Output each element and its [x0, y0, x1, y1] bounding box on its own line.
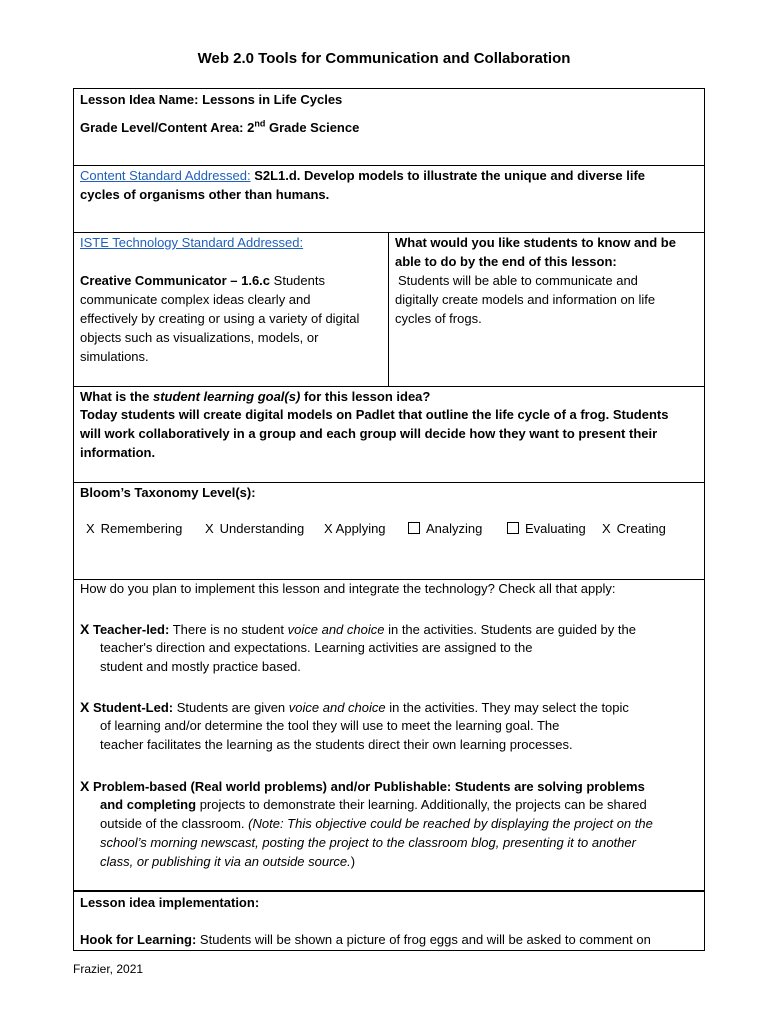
problem-based-line4: school’s morning newscast, posting the project to the classroom blog, presenting it to another	[100, 835, 636, 850]
check-x-mark: X	[80, 621, 90, 637]
check-x-mark: X	[86, 521, 95, 536]
lesson-name: Lesson Idea Name: Lessons in Life Cycles	[80, 92, 343, 107]
teacher-led-line1: X Teacher-led: There is no student voice and choice in the activities. Students are guided by the	[80, 621, 636, 637]
student-led-line2: of learning and/or determine the tool they will use to meet the learning goal. The	[100, 718, 560, 733]
check-x-mark: X	[324, 521, 333, 536]
iste-line3: effectively by creating or using a variety of digital	[80, 311, 360, 326]
learning-goal-question: What is the student learning goal(s) for this lesson idea?	[80, 389, 431, 404]
check-x-mark: X	[80, 699, 90, 715]
problem-based-line5: class, or publishing it via an outside source.)	[100, 854, 356, 869]
know-cell	[389, 233, 704, 386]
document-title: Web 2.0 Tools for Communication and Collaboration	[197, 50, 571, 67]
implementation-checklist-row	[74, 580, 704, 892]
iste-row	[74, 233, 704, 387]
check-x-mark: X	[205, 521, 214, 536]
iste-line5: simulations.	[80, 349, 149, 364]
iste-line2: communicate complex ideas clearly and	[80, 292, 311, 307]
bloom-analyzing[interactable]: Analyzing	[408, 521, 482, 536]
implementation-row	[74, 892, 704, 950]
blooms-row	[74, 483, 704, 580]
learning-goal-line2: will work collaboratively in a group and each group will decide how they want to present their	[80, 426, 658, 441]
know-answer-line2: digitally create models and information on life	[395, 292, 656, 307]
hook-for-learning: Hook for Learning: Students will be shown a picture of frog eggs and will be asked to comment on	[80, 932, 651, 947]
content-standard-line2: cycles of organisms other than humans.	[80, 187, 330, 202]
footer-author: Frazier, 2021	[73, 962, 144, 976]
know-answer-line3: cycles of frogs.	[395, 311, 482, 326]
know-question-line2: able to do by the end of this lesson:	[395, 254, 617, 269]
learning-goal-line3: information.	[80, 445, 156, 460]
implementation-label: Lesson idea implementation:	[80, 895, 260, 910]
bloom-applying[interactable]: X Applying	[324, 521, 386, 536]
blooms-label: Bloom’s Taxonomy Level(s):	[80, 485, 256, 500]
student-led-line1: X Student-Led: Students are given voice and choice in the activities. They may select the topic	[80, 699, 629, 715]
bloom-creating[interactable]: X Creating	[602, 521, 666, 536]
know-answer-line1: Students will be able to communicate and	[398, 273, 638, 288]
problem-based-line3: outside of the classroom. (Note: This objective could be reached by displaying the project on the	[100, 816, 653, 831]
iste-cell	[74, 233, 389, 386]
bloom-understanding[interactable]: X Understanding	[205, 521, 305, 536]
empty-checkbox-icon	[408, 522, 420, 534]
grade-level: Grade Level/Content Area: 2nd Grade Science	[80, 118, 360, 135]
iste-line4: objects such as visualizations, models, or	[80, 330, 319, 345]
content-standard-link[interactable]: Content Standard Addressed:	[80, 168, 251, 183]
problem-based-line1: X Problem-based (Real world problems) and/or Publishable: Students are solving problems	[80, 778, 645, 794]
learning-goal-row	[74, 387, 704, 483]
bloom-evaluating[interactable]: Evaluating	[507, 521, 586, 536]
content-standard-line1: Content Standard Addressed: S2L1.d. Develop models to illustrate the unique and diverse life	[80, 168, 645, 183]
problem-based-line2: and completing projects to demonstrate their learning. Additionally, the projects can be shared	[100, 797, 647, 812]
iste-standard-link[interactable]: ISTE Technology Standard Addressed:	[80, 235, 304, 250]
content-standard-row	[74, 166, 704, 233]
bloom-remembering[interactable]: X Remembering	[86, 521, 183, 536]
teacher-led-line3: student and mostly practice based.	[100, 659, 301, 674]
teacher-led-line2: teacher's direction and expectations. Learning activities are assigned to the	[100, 640, 533, 655]
empty-checkbox-icon	[507, 522, 519, 534]
lesson-info-row	[74, 89, 704, 166]
check-x-mark: X	[80, 778, 90, 794]
iste-line1: Creative Communicator – 1.6.c Students	[80, 273, 325, 288]
lesson-plan-table	[73, 88, 705, 951]
implementation-question: How do you plan to implement this lesson and integrate the technology? Check all that apply:	[80, 581, 616, 596]
learning-goal-line1: Today students will create digital models on Padlet that outline the life cycle of a frog. Students	[80, 407, 669, 422]
blooms-levels	[86, 521, 696, 541]
know-question-line1: What would you like students to know and be	[395, 235, 676, 250]
check-x-mark: X	[602, 521, 611, 536]
student-led-line3: teacher facilitates the learning as the students direct their own learning processes.	[100, 737, 573, 752]
